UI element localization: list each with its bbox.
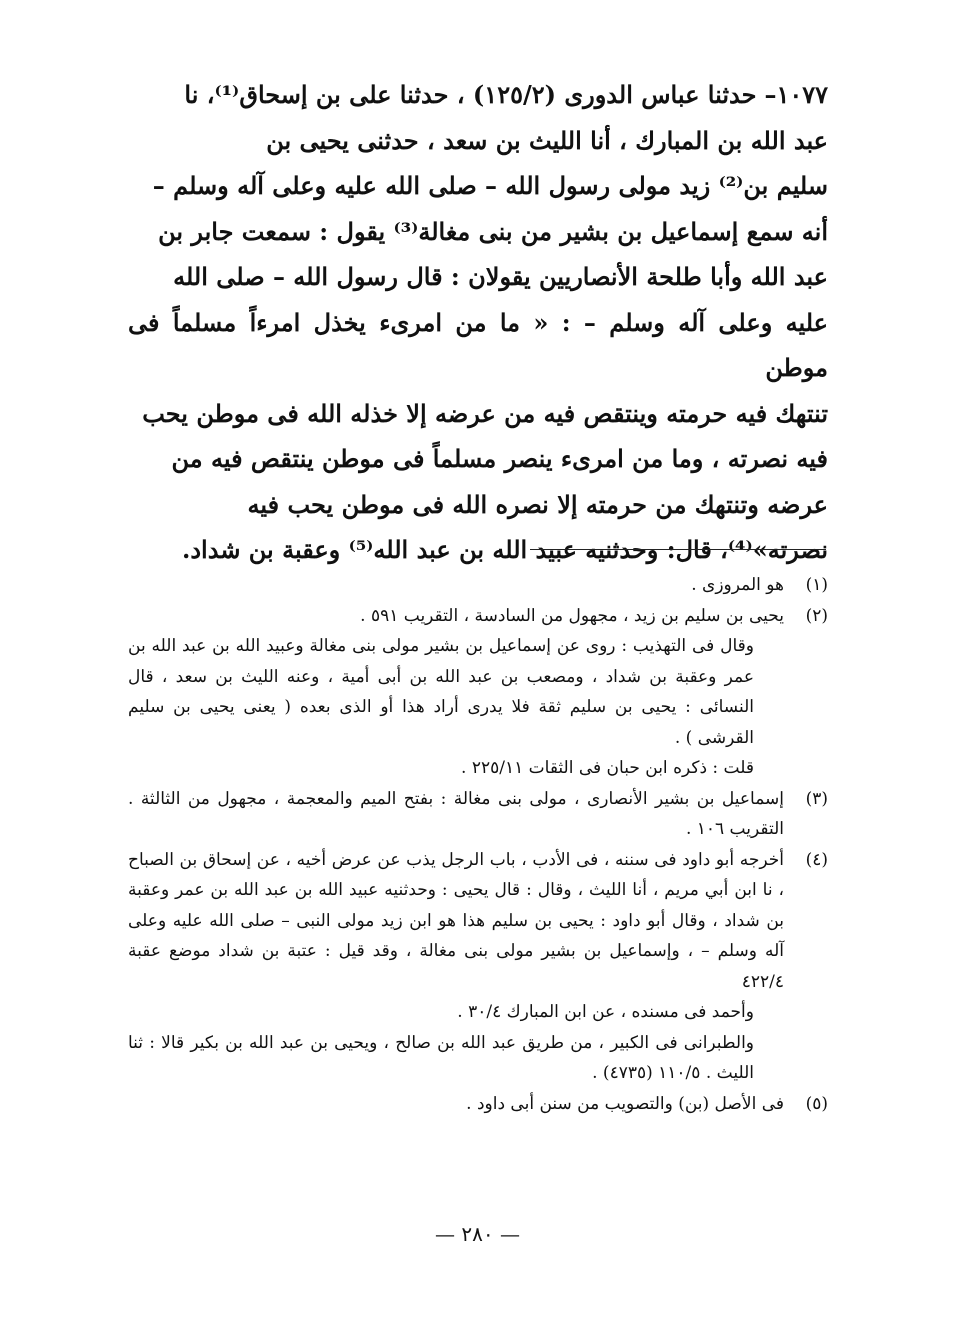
footnote-text: فى الأصل (بن) والتصويب من سنن أبى داود . [466, 1093, 784, 1114]
footnote-number: (٥) [805, 1093, 828, 1114]
hadith-text [128, 72, 828, 573]
footnote-1 [128, 570, 828, 601]
hadith-number: ١٠٧٧– [764, 80, 828, 109]
footnote-number: (٣) [805, 788, 828, 809]
footnotes [128, 570, 828, 1119]
footnote-number: (٢) [805, 605, 828, 626]
footnote-text: قلت : ذكره ابن حبان فى الثقات ٢٢٥/١١ . [461, 758, 754, 778]
footnote-2 [128, 601, 828, 784]
footnote-number: (١) [805, 575, 828, 595]
hadith-line: عبد الله بن المبارك ، أنا الليث بن سعد ، حدثنى يحيى بن [266, 125, 828, 155]
footnote-body [128, 784, 784, 845]
hadith-line: عبد الله وأبا طلحة الأنصاريين يقولان : قال رسول الله – صلى الله [173, 262, 828, 291]
footnote-3 [128, 784, 828, 845]
footnote-4 [128, 845, 828, 1089]
hadith-line: تنتهك فيه حرمته وينتقص فيه من عرضه إلا خذله الله فى موطن يحب [142, 398, 828, 428]
footnote-5 [128, 1089, 828, 1120]
footnote-text: هو المروزى . [691, 575, 784, 595]
hadith-line: سليم بن⁽²⁾ زيد مولى رسول الله – صلى الله عليه وعلى آله وسلم – [152, 171, 828, 200]
footnote-text: وقال فى التهذيب : روى عن إسماعيل بن بشير مولى بنى مغالة وعبيد الله بن عبد الله بن عمر وعقبة بن شداد ، ومصعب بن عبد الله بن أبى أمية ، وعنه الليث بن سعد ، قال النسائى : يحيى بن سليم ثقة فلا يدرى أراد هذا أو الذى بعده ( يعنى يحيى بن سليم القرشى ) . [128, 636, 754, 748]
hadith-line: نصرته»⁽⁴⁾، قال: وحدثنيه عبيد الله بن عبد الله⁽⁵⁾ وعقبة بن شداد. [182, 535, 828, 564]
footnote-text: وأحمد فى مسنده ، عن ابن المبارك ٣٠/٤ . [457, 1002, 754, 1022]
footnote-body [128, 601, 784, 784]
hadith-line: عرضه وتنتهك من حرمته إلا نصره الله فى موطن يحب فيه [247, 489, 828, 519]
page-number: — ٢٨٠ — [435, 1222, 520, 1246]
hadith-line: فيه نصرته ، وما من امرىء ينصر مسلماً فى موطن ينتقص فيه من [171, 444, 828, 473]
footnote-body [128, 1089, 784, 1120]
hadith-line-text: حدثنا عباس الدورى (١٢٥/٢) ، حدثنا على بن إسحاق⁽¹⁾، نا [184, 80, 757, 109]
hadith-line: أنه سمع إسماعيل بن بشير من بنى مغالة⁽³⁾ يقول : سمعت جابر بن [158, 216, 828, 246]
footnote-text: والطبرانى فى الكبير ، من طريق عبد الله بن صالح ، ويحيى بن عبد الله بن بكير قالا : ثنا الليث . ١١٠/٥ (٤٧٣٥) . [128, 1032, 754, 1083]
footnote-text: إسماعيل بن بشير الأنصارى ، مولى بنى مغالة : بفتح الميم والمعجمة ، مجهول من الثالثة . التقريب ١٠٦ . [128, 788, 784, 839]
hadith-line: عليه وعلى آله وسلم – : « ما من امرىء يخذل امرءاً مسلماً فى موطن [128, 307, 828, 382]
footnote-text: يحيى بن سليم بن زيد ، مجهول من السادسة ، التقريب ٥٩١ . [360, 605, 784, 626]
footnote-body [128, 570, 784, 601]
footnote-number: (٤) [805, 849, 828, 870]
hadith-line [128, 72, 828, 118]
footnote-body [128, 845, 784, 1089]
footnote-text: أخرجه أبو داود فى سننه ، فى الأدب ، باب الرجل يذب عن عرض أخيه ، عن إسحاق بن الصباح ، نا ابن أبي مريم ، أنا الليث ، وقال : قال يحيى : وحدثنيه عبيد الله بن عبد الله بن عمر وعقبة بن شداد ، وقال أبو داود : يحيى بن سليم هذا هو ابن زيد مولى النبى – صلى الله عليه وعلى آله وسلم – ، وإسماعيل بن بشير مولى بنى مغالة ، وقد قيل : عتبة بن شداد موضع عقبة ٤٢٢/٤ [128, 849, 784, 992]
footnote-separator [530, 549, 826, 550]
